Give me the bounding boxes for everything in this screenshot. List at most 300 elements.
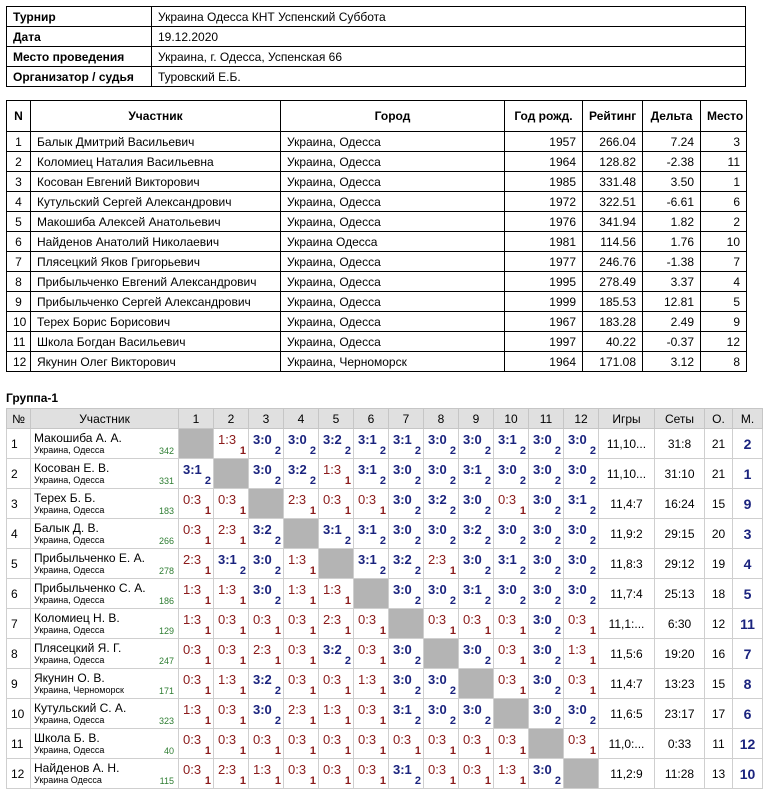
match-points: 1 [379, 505, 386, 517]
diagonal-cell [494, 699, 529, 729]
match-score: 3:0 [463, 552, 482, 567]
player-number: 11 [7, 729, 31, 759]
participant-cell: 183.28 [583, 312, 643, 332]
player-points: 18 [705, 579, 733, 609]
match-result [424, 549, 459, 579]
match-result [284, 459, 319, 489]
match-score: 1:3 [568, 642, 587, 657]
match-result [319, 429, 354, 459]
match-points: 1 [204, 595, 211, 607]
match-points: 1 [204, 655, 211, 667]
match-points: 2 [274, 595, 281, 607]
match-result [354, 759, 389, 789]
match-result [564, 579, 599, 609]
match-score: 3:2 [253, 522, 272, 537]
match-score: 0:3 [288, 642, 307, 657]
participant-cell: -0.37 [643, 332, 701, 352]
match-points: 2 [589, 715, 596, 727]
match-points: 2 [414, 565, 421, 577]
player-place: 2 [733, 429, 763, 459]
match-score: 3:2 [463, 522, 482, 537]
participant-cell: -2.38 [643, 152, 701, 172]
match-points: 2 [554, 595, 561, 607]
player-number: 1 [7, 429, 31, 459]
player-rating: 186 [158, 596, 174, 606]
match-points: 2 [449, 505, 456, 517]
match-score: 0:3 [183, 672, 202, 687]
match-result [249, 579, 284, 609]
match-points: 2 [379, 445, 386, 457]
match-score: 0:3 [498, 612, 517, 627]
participant-cell: Украина Одесса [281, 232, 505, 252]
participant-cell: Украина, Одесса [281, 272, 505, 292]
player-place: 10 [733, 759, 763, 789]
match-score: 0:3 [428, 732, 447, 747]
player-city: Украина, Одесса [34, 445, 105, 455]
match-result [459, 729, 494, 759]
match-score: 0:3 [218, 612, 237, 627]
player-cell [31, 429, 179, 459]
participant-cell: 10 [701, 232, 747, 252]
match-points: 2 [519, 565, 526, 577]
match-result [284, 429, 319, 459]
participant-cell: Косован Евгений Викторович [31, 172, 281, 192]
match-score: 0:3 [288, 672, 307, 687]
match-result [284, 549, 319, 579]
player-row [7, 489, 763, 519]
match-score: 3:0 [428, 702, 447, 717]
opponent-col-header: 7 [389, 409, 424, 429]
match-score: 0:3 [428, 762, 447, 777]
match-result [529, 609, 564, 639]
participant-cell: 1985 [505, 172, 583, 192]
player-points: 16 [705, 639, 733, 669]
player-sets: 29:12 [655, 549, 705, 579]
player-cell [31, 759, 179, 789]
participant-cell: Украина, Одесса [281, 172, 505, 192]
match-score: 3:2 [323, 642, 342, 657]
diagonal-cell [459, 669, 494, 699]
player-place: 11 [733, 609, 763, 639]
match-score: 1:3 [253, 762, 272, 777]
info-value: 19.12.2020 [152, 27, 746, 47]
player-rating: 323 [158, 716, 174, 726]
match-result [459, 639, 494, 669]
match-points: 1 [344, 715, 351, 727]
info-row [7, 7, 746, 27]
match-score: 3:1 [323, 522, 342, 537]
diagonal-cell [389, 609, 424, 639]
match-score: 3:0 [568, 552, 587, 567]
match-score: 0:3 [183, 522, 202, 537]
match-result [564, 699, 599, 729]
column-header: Город [281, 101, 505, 132]
player-number: 8 [7, 639, 31, 669]
player-name: Плясецкий Я. Г. [34, 641, 122, 655]
match-points: 1 [449, 625, 456, 637]
match-result [319, 489, 354, 519]
match-points: 1 [589, 685, 596, 697]
match-points: 2 [449, 715, 456, 727]
match-points: 2 [414, 655, 421, 667]
player-games: 11,4:7 [599, 669, 655, 699]
match-score: 3:0 [533, 702, 552, 717]
match-points: 1 [309, 505, 316, 517]
match-points: 1 [309, 655, 316, 667]
match-result [249, 759, 284, 789]
match-points: 2 [484, 505, 491, 517]
match-score: 0:3 [323, 732, 342, 747]
player-points: 19 [705, 549, 733, 579]
info-label: Организатор / судья [7, 67, 152, 87]
participant-cell: 9 [701, 312, 747, 332]
player-games: 11,6:5 [599, 699, 655, 729]
participant-cell: Якунин Олег Викторович [31, 352, 281, 372]
participant-cell: 1964 [505, 352, 583, 372]
participant-cell: Терех Борис Борисович [31, 312, 281, 332]
match-result [494, 459, 529, 489]
match-score: 3:1 [358, 522, 377, 537]
player-number: 6 [7, 579, 31, 609]
match-result [529, 519, 564, 549]
match-points: 1 [274, 625, 281, 637]
match-points: 1 [344, 745, 351, 757]
match-score: 0:3 [323, 672, 342, 687]
match-result [564, 609, 599, 639]
match-result [179, 459, 214, 489]
match-points: 2 [274, 685, 281, 697]
participant-cell: 1976 [505, 212, 583, 232]
match-points: 2 [344, 535, 351, 547]
match-points: 1 [379, 745, 386, 757]
match-result [179, 609, 214, 639]
match-points: 1 [204, 775, 211, 787]
match-score: 0:3 [463, 762, 482, 777]
match-score: 1:3 [218, 582, 237, 597]
match-score: 1:3 [183, 612, 202, 627]
participant-cell: Прибыльченко Сергей Александрович [31, 292, 281, 312]
participant-row [7, 332, 747, 352]
match-result [319, 579, 354, 609]
match-score: 0:3 [253, 612, 272, 627]
match-score: 3:0 [533, 492, 552, 507]
player-city: Украина Одесса [34, 775, 102, 785]
match-result [424, 729, 459, 759]
match-score: 0:3 [568, 612, 587, 627]
participant-cell: Украина, Черноморск [281, 352, 505, 372]
match-points: 2 [484, 655, 491, 667]
player-row [7, 609, 763, 639]
match-result [214, 729, 249, 759]
match-points: 2 [589, 535, 596, 547]
match-result [179, 489, 214, 519]
opponent-col-header: 10 [494, 409, 529, 429]
participant-cell: Балык Дмитрий Васильевич [31, 132, 281, 152]
participant-cell: Кутульский Сергей Александрович [31, 192, 281, 212]
match-result [319, 639, 354, 669]
player-cell [31, 579, 179, 609]
player-city: Украина, Одесса [34, 505, 105, 515]
match-result [249, 609, 284, 639]
match-result [319, 519, 354, 549]
player-sets: 19:20 [655, 639, 705, 669]
player-sets: 13:23 [655, 669, 705, 699]
match-points: 1 [519, 655, 526, 667]
match-points: 1 [239, 535, 246, 547]
diagonal-cell [179, 429, 214, 459]
match-points: 2 [554, 715, 561, 727]
player-name: Прибыльченко Е. А. [34, 551, 145, 565]
match-score: 1:3 [183, 702, 202, 717]
match-score: 1:3 [323, 462, 342, 477]
match-score: 3:0 [463, 702, 482, 717]
info-row [7, 27, 746, 47]
player-number: 5 [7, 549, 31, 579]
player-points: 13 [705, 759, 733, 789]
participant-cell: Коломиец Наталия Васильевна [31, 152, 281, 172]
match-score: 3:2 [288, 462, 307, 477]
match-score: 0:3 [358, 762, 377, 777]
match-points: 2 [554, 685, 561, 697]
match-score: 3:0 [498, 582, 517, 597]
match-result [529, 639, 564, 669]
match-score: 1:3 [288, 582, 307, 597]
match-points: 1 [449, 565, 456, 577]
participant-row [7, 252, 747, 272]
player-place: 3 [733, 519, 763, 549]
match-points: 1 [484, 625, 491, 637]
match-score: 3:0 [533, 552, 552, 567]
match-result [354, 519, 389, 549]
match-result [214, 609, 249, 639]
match-points: 2 [589, 595, 596, 607]
match-result [564, 489, 599, 519]
match-points: 2 [554, 445, 561, 457]
player-sets: 0:33 [655, 729, 705, 759]
match-score: 0:3 [568, 732, 587, 747]
match-points: 2 [344, 655, 351, 667]
match-score: 0:3 [358, 612, 377, 627]
opponent-col-header: 11 [529, 409, 564, 429]
match-points: 1 [484, 775, 491, 787]
participant-cell: 12.81 [643, 292, 701, 312]
match-score: 0:3 [393, 732, 412, 747]
participant-cell: 3 [701, 132, 747, 152]
column-header: Дельта [643, 101, 701, 132]
match-points: 2 [554, 655, 561, 667]
opponent-col-header: 1 [179, 409, 214, 429]
match-points: 2 [204, 475, 211, 487]
match-points: 1 [274, 655, 281, 667]
player-points: 21 [705, 459, 733, 489]
match-score: 3:0 [463, 642, 482, 657]
match-result [179, 699, 214, 729]
match-points: 1 [239, 655, 246, 667]
player-name: Коломиец Н. В. [34, 611, 120, 625]
player-points: 15 [705, 489, 733, 519]
player-city: Украина, Одесса [34, 595, 105, 605]
match-points: 1 [344, 625, 351, 637]
match-score: 1:3 [358, 672, 377, 687]
match-points: 1 [344, 475, 351, 487]
match-points: 1 [239, 715, 246, 727]
match-score: 0:3 [358, 492, 377, 507]
match-score: 3:0 [253, 462, 272, 477]
match-result [529, 429, 564, 459]
column-header: N [7, 101, 31, 132]
participant-cell: Школа Богдан Васильевич [31, 332, 281, 352]
match-score: 0:3 [183, 642, 202, 657]
match-result [249, 459, 284, 489]
opponent-col-header: 6 [354, 409, 389, 429]
match-result [284, 729, 319, 759]
player-number: 3 [7, 489, 31, 519]
match-points: 2 [519, 535, 526, 547]
participant-cell: 1.82 [643, 212, 701, 232]
match-result [319, 669, 354, 699]
match-result [249, 669, 284, 699]
opponent-col-header: 12 [564, 409, 599, 429]
match-points: 2 [449, 595, 456, 607]
match-score: 0:3 [323, 492, 342, 507]
match-score: 2:3 [288, 492, 307, 507]
match-score: 3:1 [393, 762, 412, 777]
participant-cell: Украина, Одесса [281, 132, 505, 152]
player-cell [31, 459, 179, 489]
match-score: 3:1 [463, 582, 482, 597]
match-result [179, 549, 214, 579]
match-score: 3:0 [568, 462, 587, 477]
match-result [494, 729, 529, 759]
match-points: 2 [519, 445, 526, 457]
match-score: 1:3 [218, 672, 237, 687]
diagonal-cell [284, 519, 319, 549]
player-points: 11 [705, 729, 733, 759]
match-score: 3:0 [533, 582, 552, 597]
player-games: 11,2:9 [599, 759, 655, 789]
participant-cell: 322.51 [583, 192, 643, 212]
match-score: 0:3 [218, 732, 237, 747]
player-games: 11,10... [599, 459, 655, 489]
participant-cell: 12 [7, 352, 31, 372]
match-points: 2 [449, 685, 456, 697]
player-name: Косован Е. В. [34, 461, 110, 475]
player-city: Украина, Черноморск [34, 685, 124, 695]
match-result [389, 489, 424, 519]
match-points: 2 [554, 625, 561, 637]
player-number: 2 [7, 459, 31, 489]
match-result [564, 459, 599, 489]
match-result [319, 609, 354, 639]
player-games: 11,0:... [599, 729, 655, 759]
match-score: 0:3 [183, 762, 202, 777]
match-points: 2 [484, 445, 491, 457]
match-points: 2 [449, 475, 456, 487]
match-points: 1 [239, 775, 246, 787]
player-row [7, 429, 763, 459]
match-points: 1 [204, 715, 211, 727]
match-result [319, 759, 354, 789]
match-points: 1 [379, 655, 386, 667]
match-points: 1 [589, 745, 596, 757]
participant-cell: 331.48 [583, 172, 643, 192]
player-sets: 29:15 [655, 519, 705, 549]
participant-row [7, 232, 747, 252]
player-cell [31, 639, 179, 669]
match-score: 2:3 [218, 522, 237, 537]
match-result [354, 729, 389, 759]
match-score: 3:0 [428, 432, 447, 447]
player-row [7, 669, 763, 699]
match-points: 1 [519, 625, 526, 637]
match-result [354, 639, 389, 669]
match-score: 0:3 [288, 762, 307, 777]
player-rating: 171 [158, 686, 174, 696]
match-result [179, 579, 214, 609]
player-name: Терех Б. Б. [34, 491, 96, 505]
match-result [494, 579, 529, 609]
participant-cell: 3.37 [643, 272, 701, 292]
match-result [494, 489, 529, 519]
match-score: 3:1 [498, 552, 517, 567]
participant-cell: 8 [701, 352, 747, 372]
match-points: 1 [239, 685, 246, 697]
match-score: 0:3 [498, 732, 517, 747]
participant-cell: 11 [7, 332, 31, 352]
match-score: 3:0 [393, 522, 412, 537]
participant-cell: Украина, Одесса [281, 252, 505, 272]
participant-cell: 8 [7, 272, 31, 292]
match-result [494, 429, 529, 459]
match-result [179, 639, 214, 669]
column-header: Рейтинг [583, 101, 643, 132]
match-result [214, 639, 249, 669]
match-points: 1 [309, 565, 316, 577]
match-score: 3:0 [393, 462, 412, 477]
match-result [389, 729, 424, 759]
participant-cell: 1 [7, 132, 31, 152]
match-result [249, 519, 284, 549]
match-score: 0:3 [183, 492, 202, 507]
participant-cell: 40.22 [583, 332, 643, 352]
match-result [494, 549, 529, 579]
participants-table [6, 100, 747, 372]
player-rating: 278 [158, 566, 174, 576]
match-score: 3:1 [498, 432, 517, 447]
participant-cell: Украина, Одесса [281, 292, 505, 312]
player-name: Школа Б. В. [34, 731, 100, 745]
match-score: 3:0 [568, 582, 587, 597]
match-result [494, 639, 529, 669]
match-score: 3:0 [533, 522, 552, 537]
participant-cell: 3.12 [643, 352, 701, 372]
match-points: 1 [239, 625, 246, 637]
participant-cell: 1981 [505, 232, 583, 252]
participant-cell: 7 [701, 252, 747, 272]
participant-cell: 128.82 [583, 152, 643, 172]
player-cell [31, 609, 179, 639]
match-result [564, 519, 599, 549]
match-result [459, 489, 494, 519]
match-result [389, 549, 424, 579]
player-games: 11,10... [599, 429, 655, 459]
match-score: 3:0 [463, 492, 482, 507]
match-result [354, 669, 389, 699]
match-points: 1 [344, 595, 351, 607]
match-result [494, 609, 529, 639]
match-result [179, 759, 214, 789]
name-header: Участник [31, 409, 179, 429]
